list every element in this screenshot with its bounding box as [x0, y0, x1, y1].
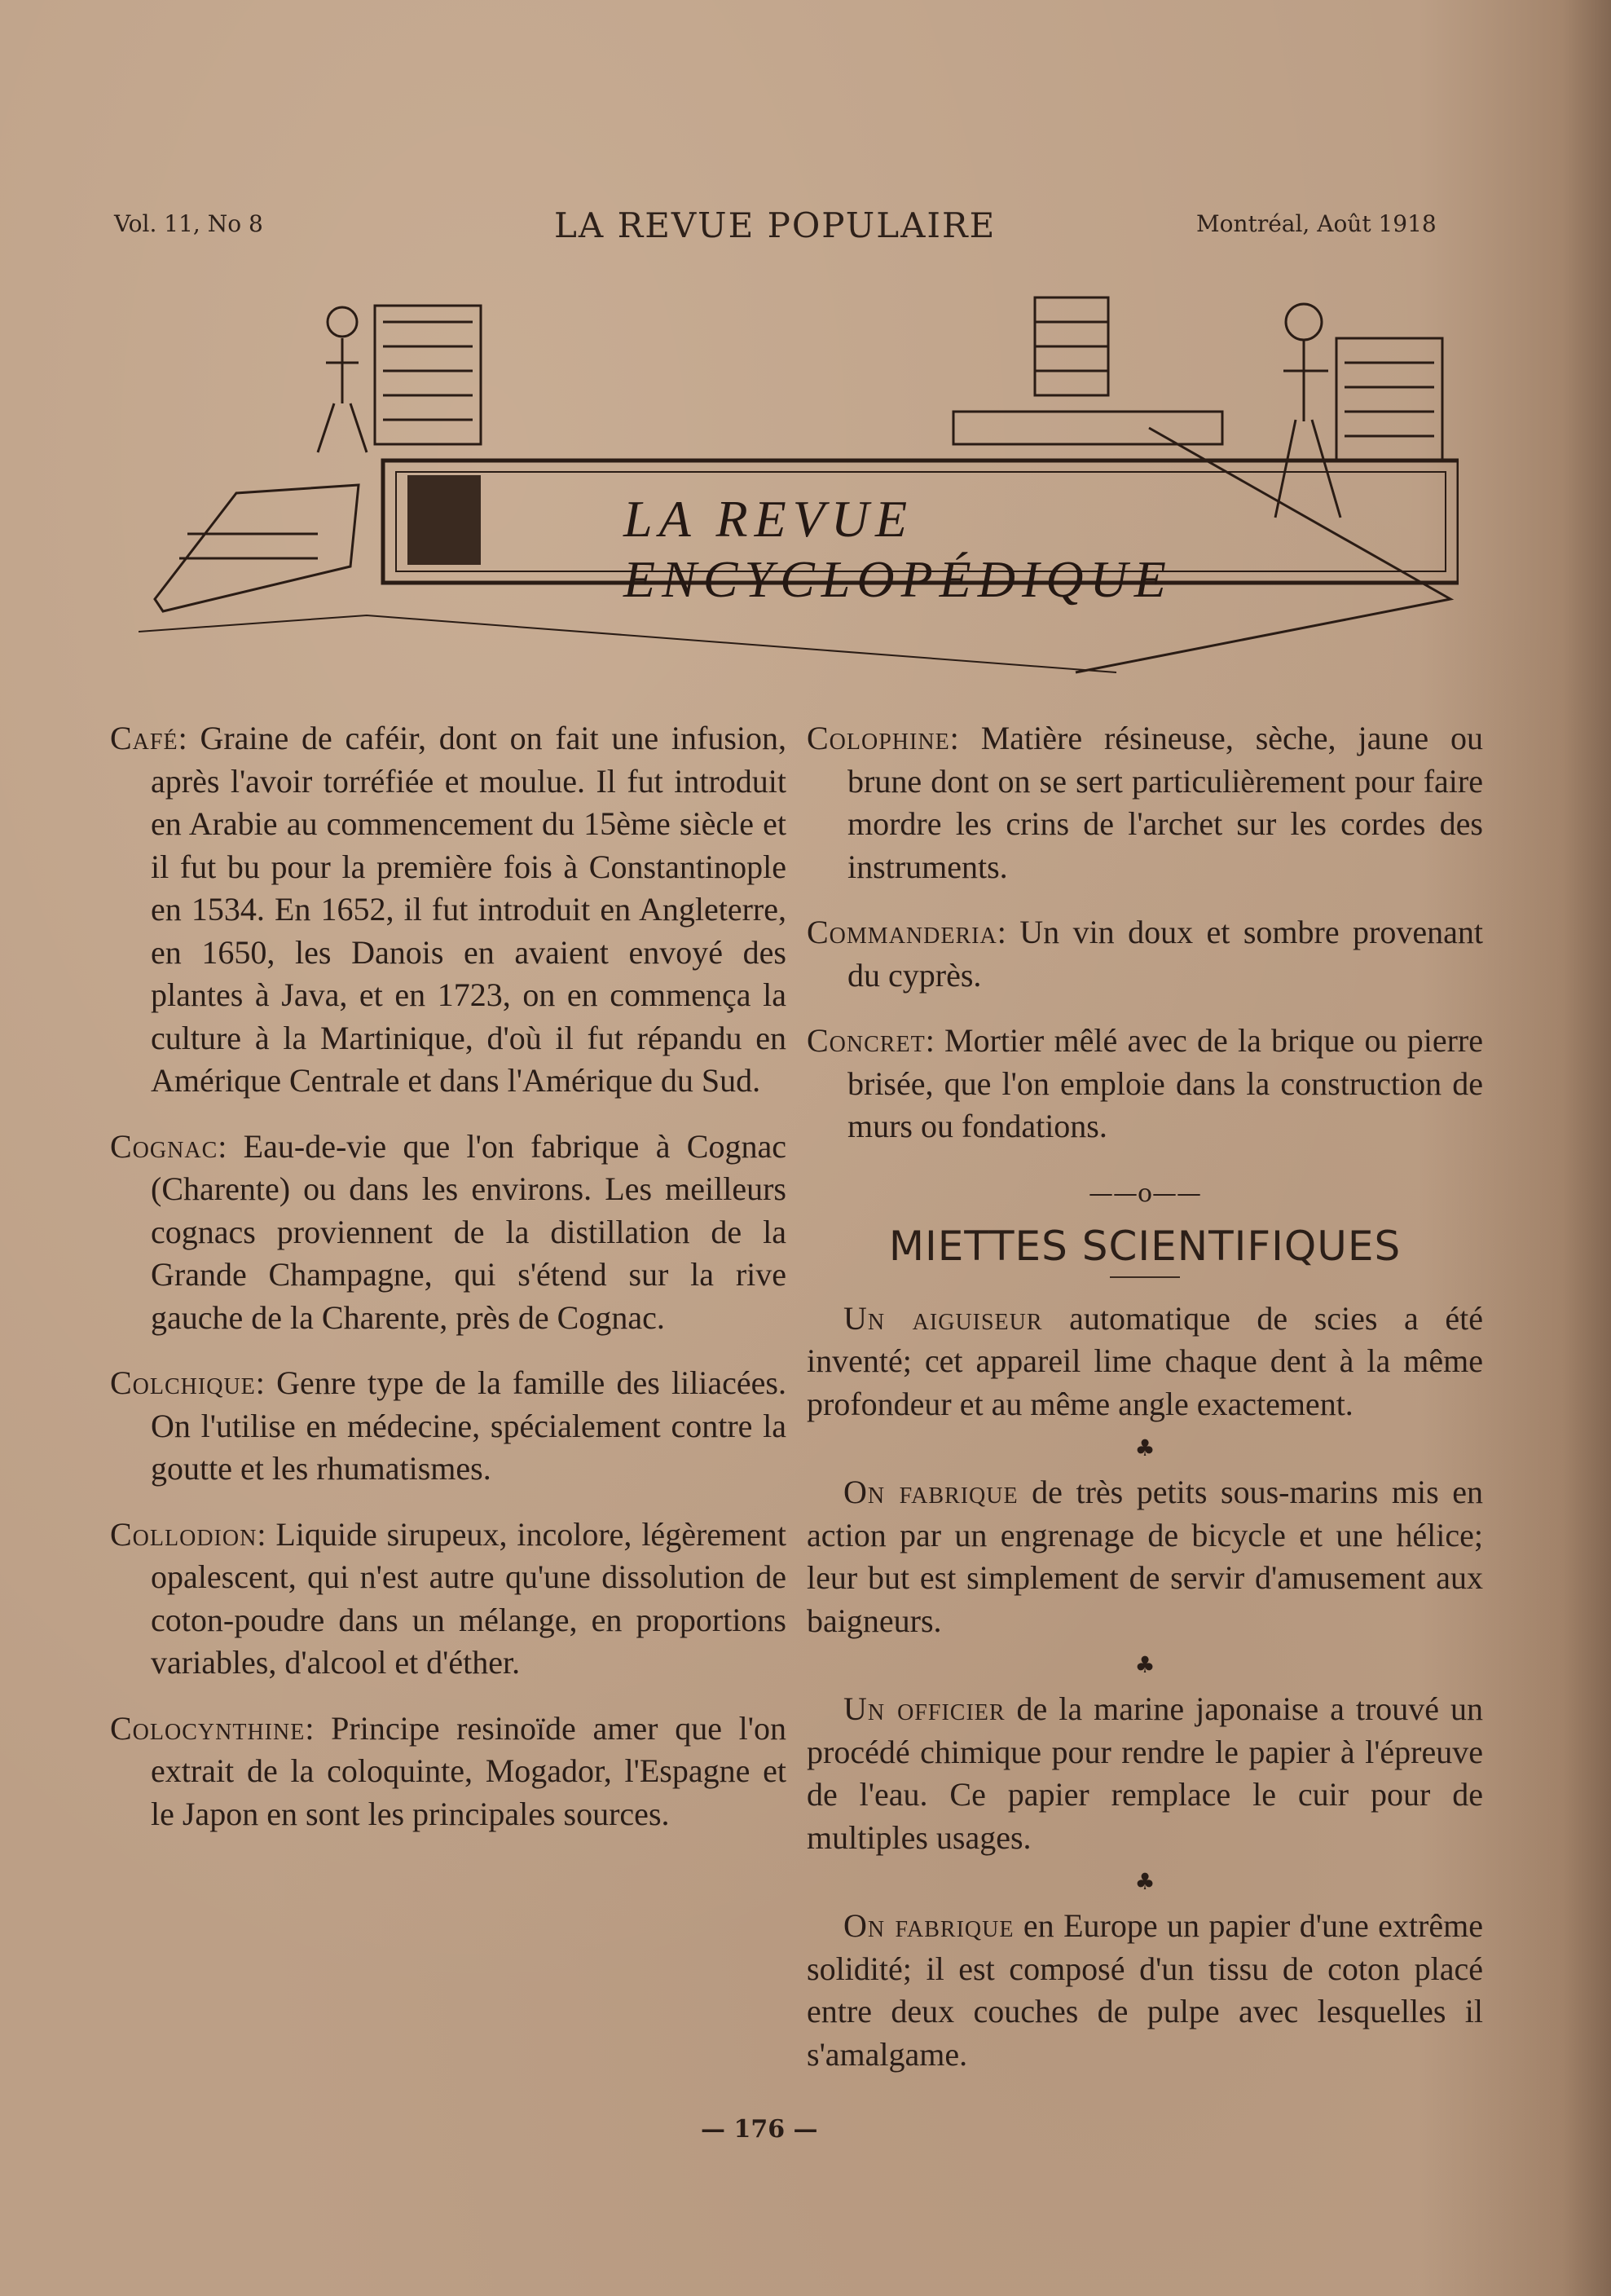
fleuron-icon: ♣: [1134, 1651, 1155, 1678]
news-item: [807, 1471, 1483, 1642]
volume-number: Vol. 11, No 8: [114, 210, 263, 237]
figure-right-icon: [1286, 304, 1322, 340]
page-number: — 176 —: [701, 2115, 818, 2144]
entry-colophine: [807, 717, 1483, 888]
figure-left-icon: [328, 307, 357, 337]
item-text: de la marine japonaise a trouvé un procédé chimique pour rendre le papier à l'épreuve de l'eau. Ce papier remplace le cuir pour de multiples usages.: [807, 1690, 1483, 1856]
entry-text: : Liquide sirupeux, incolore, légèrement opalescent, qui n'est autre qu'une dissolution de coton-poudre dans un mélange, en proportions variables, d'alcool et d'éther.: [151, 1515, 786, 1681]
entry-concret: [807, 1020, 1483, 1148]
entry-cafe: [110, 717, 786, 1103]
item-text: automatique de scies a été inventé; cet appareil lime chaque dent à la même profondeur et au même angle exactement.: [807, 1299, 1483, 1422]
entry-term: Café: [110, 720, 178, 756]
entry-term: Colocynthine: [110, 1709, 306, 1747]
entry-term: Concret: [807, 1022, 926, 1059]
section-title: MIETTES SCIENTIFIQUES: [888, 1222, 1402, 1270]
journal-title: LA REVUE POPULAIRE: [554, 205, 997, 245]
desk-icon: [953, 412, 1222, 444]
chest-left-icon: [155, 485, 359, 611]
right-column: [807, 717, 1483, 2076]
fleuron-icon: ♣: [1134, 1434, 1155, 1461]
banner-title: LA REVUE ENCYCLOPÉDIQUE: [623, 490, 1173, 608]
news-item: [807, 1298, 1483, 1426]
entry-text: : Matière résineuse, sèche, jaune ou brune dont on se sert particulièrement pour faire mordre les crins de l'archet sur les cordes des instruments.: [847, 720, 1483, 885]
entry-text: : Genre type de la famille des liliacées. On l'utilise en médecine, spécialement contre la goutte et les rhumatismes.: [151, 1364, 786, 1487]
item-lead: Un officier: [843, 1690, 1006, 1727]
fleuron-icon: ♣: [1134, 1868, 1155, 1895]
title-rule: [1110, 1276, 1180, 1278]
left-column: [110, 717, 786, 1858]
entry-term: Cognac: [110, 1127, 218, 1165]
item-lead: On fabrique: [843, 1907, 1015, 1944]
section-separator: ——o——: [1088, 1179, 1202, 1208]
entry-term: Colchique: [110, 1364, 256, 1401]
place-date: Montréal, Août 1918: [1196, 210, 1437, 237]
illustrated-banner: [139, 289, 1459, 681]
entry-cognac: [110, 1126, 786, 1340]
entry-term: Collodion: [110, 1515, 257, 1553]
entry-term: Commanderia: [807, 914, 997, 950]
entry-collodion: [110, 1514, 786, 1685]
cabinet-right-icon: [1336, 338, 1442, 461]
item-lead: Un aiguiseur: [843, 1299, 1043, 1337]
entry-colocynthine: [110, 1708, 786, 1836]
item-text: de très petits sous-marins mis en action par un engrenage de bicycle et une hélice; leur but est simplement de servir d'amusement aux baigneurs.: [807, 1474, 1483, 1639]
plaque-portrait-icon: [407, 475, 481, 565]
entry-term: Colophine: [807, 720, 950, 756]
item-text: en Europe un papier d'une extrême solidité; il est composé d'un tissu de coton placé entre deux couches de pulpe avec lesquelles il s'amalgame.: [807, 1907, 1483, 2073]
entry-text: : Eau-de-vie que l'on fabrique à Cognac (Charente) ou dans les environs. Les meilleurs cognacs proviennent de la distillation de la Grande Champagne, qui s'étend sur la rive gauche de la Charente, près de Cognac.: [151, 1127, 786, 1336]
entry-text: : Graine de caféir, dont on fait une infusion, après l'avoir torréfiée et moulue. Il fut introduit en Arabie au commencement du 15ème siècle et il fut bu pour la première fois à Constantinople en 1534. En 1652, il fut introduit en Angleterre, en 1650, les Danois en avaient envoyé des plantes à Java, et en 1723, on en commença la culture à la Martinique, d'où il fut répandu en Amérique Centrale et dans l'Amérique du Sud.: [151, 720, 786, 1099]
news-item: [807, 1905, 1483, 2076]
entry-text: : Mortier mêlé avec de la brique ou pierre brisée, que l'on emploie dans la construction de murs ou fondations.: [847, 1022, 1483, 1144]
entry-colchique: [110, 1362, 786, 1491]
item-lead: On fabrique: [843, 1474, 1019, 1510]
entry-text: : Principe resinoïde amer que l'on extrait de la coloquinte, Mogador, l'Espagne et le Japon en sont les principales sources.: [151, 1709, 786, 1832]
news-item: [807, 1688, 1483, 1859]
entry-text: : Un vin doux et sombre provenant du cyprès.: [847, 914, 1483, 994]
banner-engraving: [139, 289, 1459, 681]
bookcase-left-icon: [375, 306, 481, 444]
entry-commanderia: [807, 911, 1483, 997]
